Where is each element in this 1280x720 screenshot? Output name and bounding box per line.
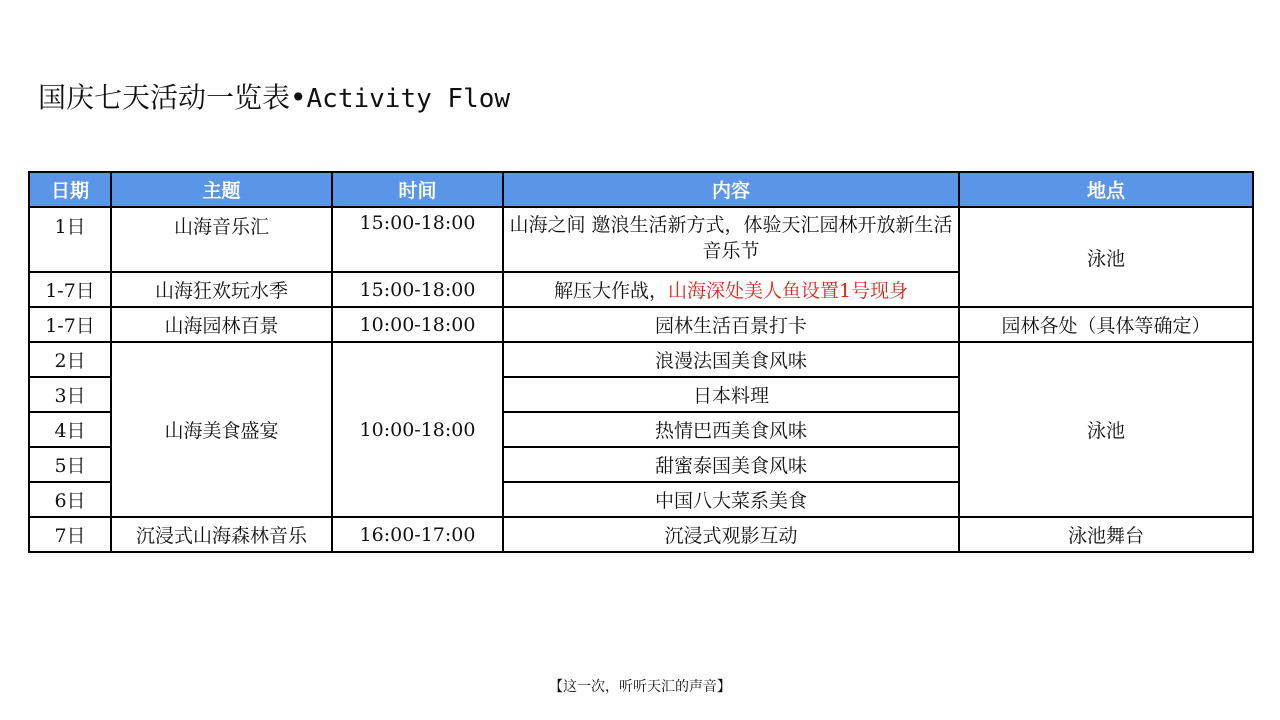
cell-location: 园林各处（具体等确定） bbox=[959, 307, 1253, 342]
header-location: 地点 bbox=[959, 172, 1253, 207]
page-title-en: Activity Flow bbox=[306, 84, 511, 114]
cell-date: 1-7日 bbox=[29, 272, 111, 307]
table-row bbox=[29, 517, 1253, 552]
table-row bbox=[29, 207, 1253, 272]
cell-location: 泳池舞台 bbox=[959, 517, 1253, 552]
cell-date: 1日 bbox=[29, 207, 111, 272]
cell-date: 3日 bbox=[29, 377, 111, 412]
cell-theme: 沉浸式山海森林音乐 bbox=[111, 517, 332, 552]
table-row bbox=[29, 307, 1253, 342]
page-title-zh: 国庆七天活动一览表• bbox=[38, 81, 307, 114]
header-content: 内容 bbox=[503, 172, 959, 207]
cell-location: 泳池 bbox=[959, 207, 1253, 307]
cell-location: 泳池 bbox=[959, 342, 1253, 517]
header-time: 时间 bbox=[332, 172, 503, 207]
cell-time: 15:00-18:00 bbox=[332, 207, 503, 272]
cell-theme: 山海音乐汇 bbox=[111, 207, 332, 272]
footer-slogan: 【这一次，听听天汇的声音】 bbox=[549, 679, 731, 695]
cell-date: 2日 bbox=[29, 342, 111, 377]
cell-time: 10:00-18:00 bbox=[332, 342, 503, 517]
header-date: 日期 bbox=[29, 172, 111, 207]
content-highlight: 山海深处美人鱼设置1号现身 bbox=[667, 280, 909, 302]
cell-date: 1-7日 bbox=[29, 307, 111, 342]
activity-table bbox=[28, 171, 1254, 553]
cell-date: 7日 bbox=[29, 517, 111, 552]
cell-time: 16:00-17:00 bbox=[332, 517, 503, 552]
cell-content bbox=[503, 272, 959, 307]
header-theme: 主题 bbox=[111, 172, 332, 207]
cell-content: 山海之间 邀浪生活新方式，体验天汇园林开放新生活音乐节 bbox=[503, 207, 959, 272]
cell-theme: 山海园林百景 bbox=[111, 307, 332, 342]
cell-theme: 山海美食盛宴 bbox=[111, 342, 332, 517]
cell-content: 浪漫法国美食风味 bbox=[503, 342, 959, 377]
table-header-row bbox=[29, 172, 1253, 207]
cell-date: 5日 bbox=[29, 447, 111, 482]
cell-date: 4日 bbox=[29, 412, 111, 447]
cell-time: 15:00-18:00 bbox=[332, 272, 503, 307]
cell-content: 园林生活百景打卡 bbox=[503, 307, 959, 342]
cell-content: 日本料理 bbox=[503, 377, 959, 412]
table-row bbox=[29, 342, 1253, 377]
cell-time: 10:00-18:00 bbox=[332, 307, 503, 342]
cell-date: 6日 bbox=[29, 482, 111, 517]
cell-content: 中国八大菜系美食 bbox=[503, 482, 959, 517]
cell-content: 甜蜜泰国美食风味 bbox=[503, 447, 959, 482]
page-title bbox=[38, 78, 510, 118]
cell-theme: 山海狂欢玩水季 bbox=[111, 272, 332, 307]
cell-content: 沉浸式观影互动 bbox=[503, 517, 959, 552]
content-text: 解压大作战， bbox=[553, 280, 668, 302]
cell-content: 热情巴西美食风味 bbox=[503, 412, 959, 447]
